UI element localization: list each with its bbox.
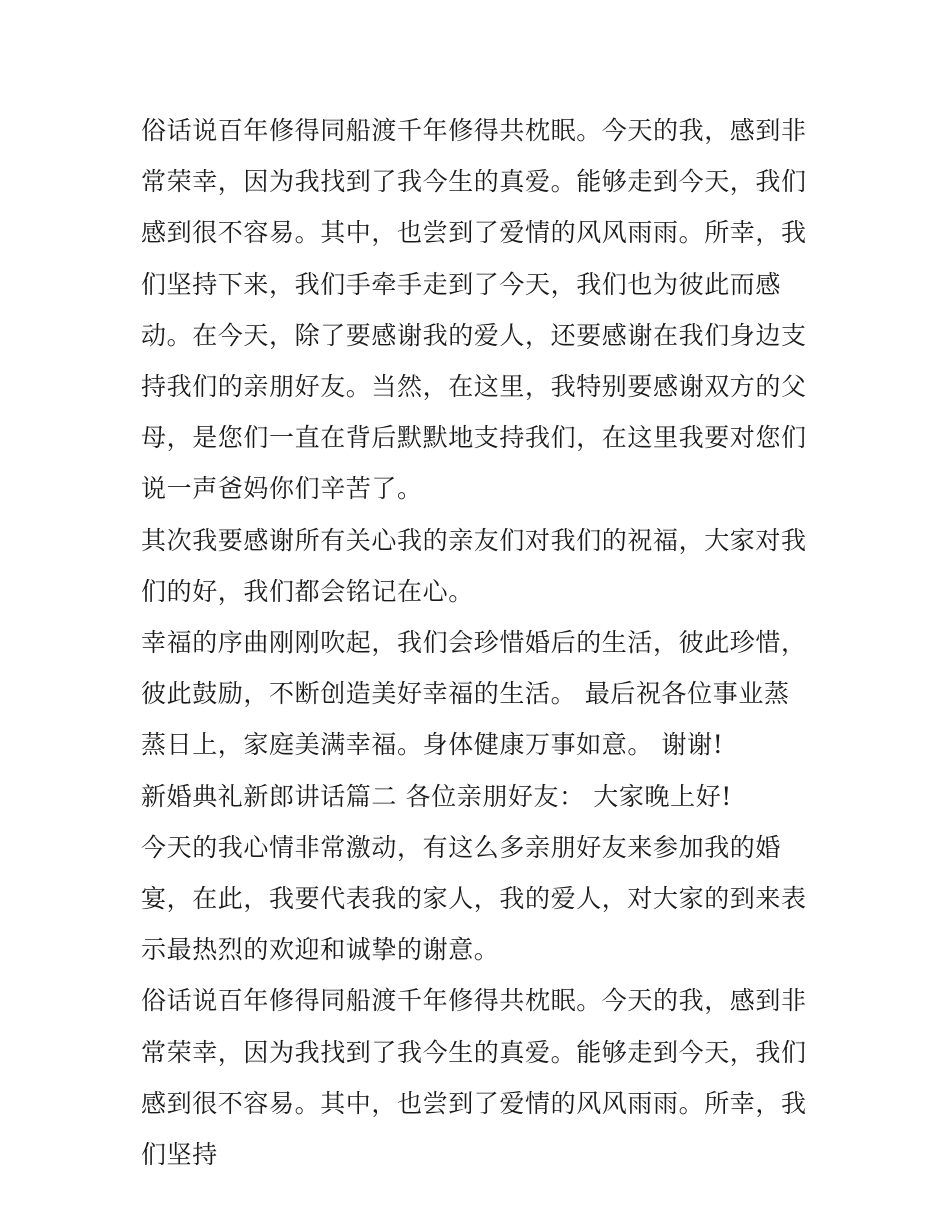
paragraph-4: 新婚典礼新郎讲话篇二 各位亲朋好友： 大家晚上好! [141,781,732,811]
paragraph-3: 幸福的序曲刚刚吹起，我们会珍惜婚后的生活，彼此珍惜，彼此鼓励，不断创造美好幸福的生活。 最后祝各位事业蒸蒸日上，家庭美满幸福。身体健康万事如意。 谢谢! [141,628,807,760]
paragraph-6: 俗话说百年修得同船渡千年修得共枕眠。今天的我，感到非常荣幸，因为我找到了我今生的真爱。能够走到今天，我们感到很不容易。其中，也尝到了爱情的风风雨雨。所幸，我们坚持 [141,986,807,1170]
paragraph-1: 俗话说百年修得同船渡千年修得共枕眠。今天的我，感到非常荣幸，因为我找到了我今生的真爱。能够走到今天，我们感到很不容易。其中，也尝到了爱情的风风雨雨。所幸，我们坚持下来，我们手牵手走到了今天，我们也为彼此而感动。在今天，除了要感谢我的爱人，还要感谢在我们身边支持我们的亲朋好友。当然，在这里，我特别要感谢双方的父母，是您们一直在背后默默地支持我们，在这里我要对您们说一声爸妈你们辛苦了。 [141,116,807,504]
paragraph-2: 其次我要感谢所有关心我的亲友们对我们的祝福，大家对我们的好，我们都会铭记在心。 [141,525,807,606]
document-body [141,105,813,1180]
paragraph-5: 今天的我心情非常激动，有这么多亲朋好友来参加我的婚宴，在此，我要代表我的家人，我的爱人，对大家的到来表示最热烈的欢迎和诚挚的谢意。 [141,832,807,965]
